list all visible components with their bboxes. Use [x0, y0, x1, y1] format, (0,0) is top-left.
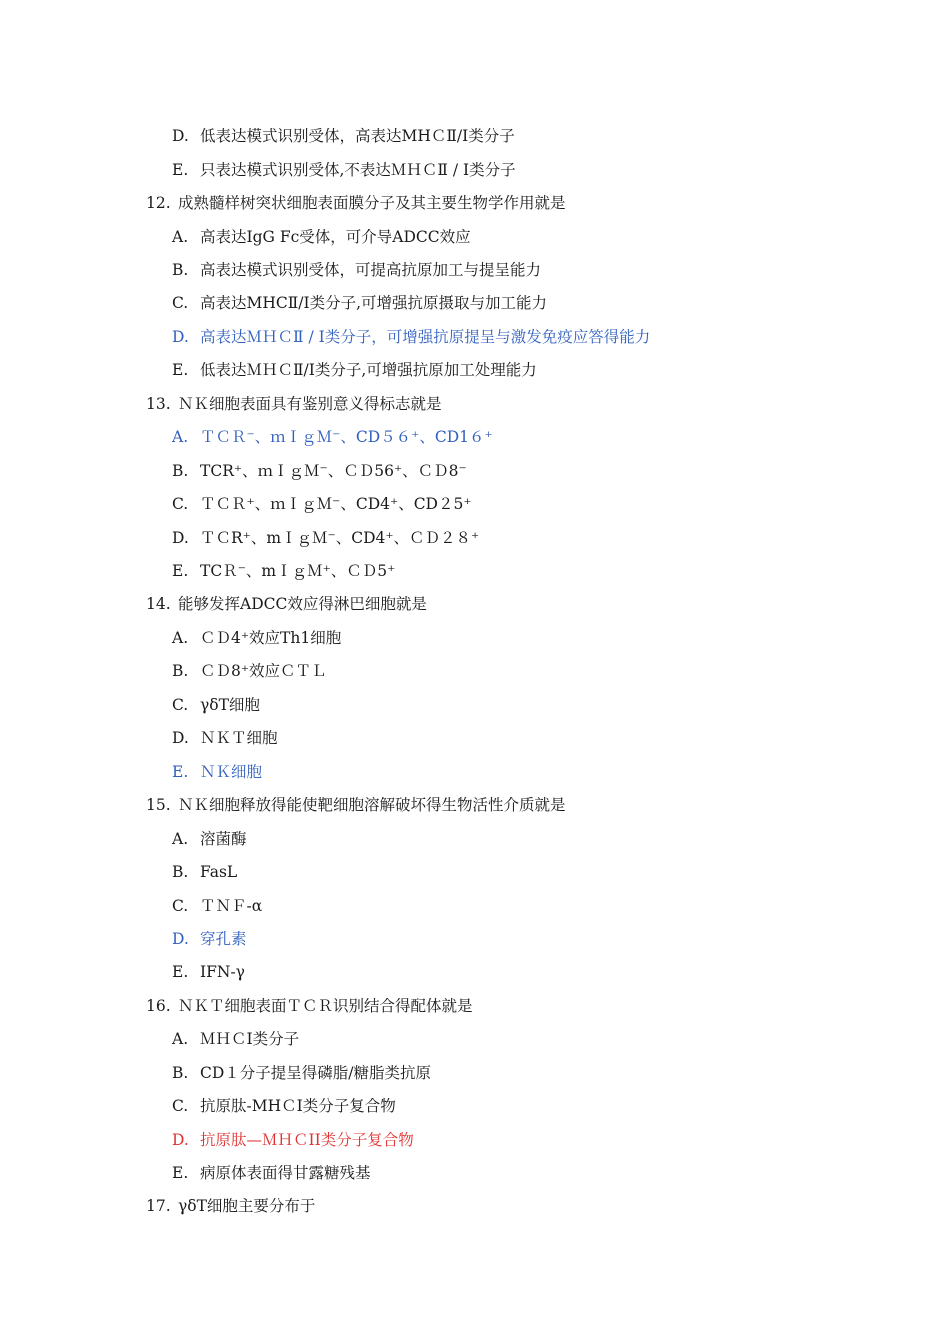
option-text: 只表达模式识别受体,不表达ＭＨＣⅡ / Ⅰ类分子 — [200, 161, 516, 179]
question-16: 16. ＮＫＴ细胞表面ＴＣＲ识别结合得配体就是 — [146, 997, 473, 1015]
option-16-a: A. ＭＨＣⅠ类分子 — [172, 1030, 300, 1048]
question-12: 12. 成熟髓样树突状细胞表面膜分子及其主要生物学作用就是 — [146, 194, 566, 212]
question-stem: 成熟髓样树突状细胞表面膜分子及其主要生物学作用就是 — [178, 194, 566, 212]
option-15-c: C. ＴＮＦ-α — [172, 897, 263, 915]
option-16-c: C. 抗原肽-MHＣⅠ类分子复合物 — [172, 1097, 396, 1115]
option-14-b: B. ＣＤ8⁺效应ＣＴＬ — [172, 662, 327, 680]
option-text: 病原体表面得甘露糖残基 — [200, 1164, 371, 1182]
option-text: ＮＫＴ细胞 — [200, 729, 278, 747]
option-16-d-answer: D. 抗原肽—ＭＨＣII类分子复合物 — [172, 1131, 414, 1149]
option-text: 高表达MHCⅡ/Ⅰ类分子,可增强抗原摄取与加工能力 — [200, 294, 548, 312]
option-13-a-answer: A. ＴＣＲ⁻、ｍＩｇＭ⁻、CD５６⁺、CD1６⁺ — [172, 428, 493, 446]
option-text: TCＲ⁻、mＩｇＭ⁺、ＣＤ5⁺ — [200, 562, 396, 580]
option-text: 高表达模式识别受体，可提高抗原加工与提呈能力 — [200, 261, 542, 279]
option-13-d: D. ＴＣR⁺、mＩｇＭ⁻、CD4⁺、ＣＤ２８⁺ — [172, 529, 480, 547]
question-stem: ＮＫ细胞表面具有鉴别意义得标志就是 — [178, 395, 442, 413]
option-text: 低表达模式识别受体，高表达MHＣⅡ/Ⅰ类分子 — [200, 127, 515, 145]
option-text: CD１分子提呈得磷脂/糖脂类抗原 — [200, 1064, 432, 1082]
option-13-c: C. ＴＣＲ⁺、ｍＩｇＭ⁻、CD4⁺、CD２5⁺ — [172, 495, 472, 513]
option-15-b: B. FasL — [172, 863, 238, 881]
option-text: ＣＤ8⁺效应ＣＴＬ — [200, 662, 327, 680]
option-12-d-answer: D. 高表达ＭＨＣⅡ / Ⅰ类分子，可增强抗原提呈与激发免疫应答得能力 — [172, 328, 651, 346]
option-14-e-answer: E. ＮＫ细胞 — [172, 763, 263, 781]
option-text: ＭＨＣⅠ类分子 — [200, 1030, 300, 1048]
option-12-b: B. 高表达模式识别受体，可提高抗原加工与提呈能力 — [172, 261, 542, 279]
option-text: 低表达ＭＨＣⅡ/Ⅰ类分子,可增强抗原加工处理能力 — [200, 361, 537, 379]
option-text: 抗原肽—ＭＨＣII类分子复合物 — [200, 1131, 414, 1149]
option-14-a: A. ＣＤ4⁺效应Th1细胞 — [172, 629, 342, 647]
option-14-c: C. γδT细胞 — [172, 696, 260, 714]
option-14-d: D. ＮＫＴ细胞 — [172, 729, 278, 747]
option-text: 溶菌酶 — [200, 830, 247, 848]
option-text: 高表达IgG Fc受体，可介导ADCC效应 — [200, 228, 471, 246]
question-stem: ＮＫＴ细胞表面ＴＣＲ识别结合得配体就是 — [178, 997, 473, 1015]
question-13: 13. ＮＫ细胞表面具有鉴别意义得标志就是 — [146, 395, 442, 413]
question-17: 17. γδT细胞主要分布于 — [146, 1197, 316, 1215]
option-text: ＣＤ4⁺效应Th1细胞 — [200, 629, 342, 647]
option-text: FasL — [200, 863, 238, 881]
question-14: 14. 能够发挥ADCC效应得淋巴细胞就是 — [146, 595, 427, 613]
option-13-b: B. TCR⁺、ｍＩｇＭ⁻、ＣＤ56⁺、ＣＤ8⁻ — [172, 462, 467, 480]
option-13-e: E. TCＲ⁻、mＩｇＭ⁺、ＣＤ5⁺ — [172, 562, 396, 580]
question-stem: γδT细胞主要分布于 — [178, 1197, 316, 1215]
option-text: ＴＮＦ-α — [200, 897, 263, 915]
option-12-a: A. 高表达IgG Fc受体，可介导ADCC效应 — [172, 228, 471, 246]
option-text: ＴＣR⁺、mＩｇＭ⁻、CD4⁺、ＣＤ２８⁺ — [200, 529, 480, 547]
option-11-e: E. 只表达模式识别受体,不表达ＭＨＣⅡ / Ⅰ类分子 — [172, 161, 516, 179]
question-stem: 能够发挥ADCC效应得淋巴细胞就是 — [178, 595, 427, 613]
option-11-d: D. 低表达模式识别受体，高表达MHＣⅡ/Ⅰ类分子 — [172, 127, 515, 145]
option-15-d-answer: D. 穿孔素 — [172, 930, 247, 948]
option-text: γδT细胞 — [200, 696, 260, 714]
question-stem: ＮＫ细胞释放得能使靶细胞溶解破坏得生物活性介质就是 — [178, 796, 566, 814]
option-text: IFN-γ — [200, 963, 245, 981]
option-16-e: E. 病原体表面得甘露糖残基 — [172, 1164, 371, 1182]
option-text: ＴＣＲ⁺、ｍＩｇＭ⁻、CD4⁺、CD２5⁺ — [200, 495, 472, 513]
option-text: 抗原肽-MHＣⅠ类分子复合物 — [200, 1097, 396, 1115]
option-text: TCR⁺、ｍＩｇＭ⁻、ＣＤ56⁺、ＣＤ8⁻ — [200, 462, 467, 480]
option-text: ＮＫ细胞 — [200, 763, 263, 781]
option-12-c: C. 高表达MHCⅡ/Ⅰ类分子,可增强抗原摄取与加工能力 — [172, 294, 548, 312]
option-12-e: E. 低表达ＭＨＣⅡ/Ⅰ类分子,可增强抗原加工处理能力 — [172, 361, 537, 379]
question-15: 15. ＮＫ细胞释放得能使靶细胞溶解破坏得生物活性介质就是 — [146, 796, 566, 814]
option-15-e: E. IFN-γ — [172, 963, 245, 981]
option-15-a: A. 溶菌酶 — [172, 830, 247, 848]
option-16-b: B. CD１分子提呈得磷脂/糖脂类抗原 — [172, 1064, 432, 1082]
option-text: 高表达ＭＨＣⅡ / Ⅰ类分子，可增强抗原提呈与激发免疫应答得能力 — [200, 328, 651, 346]
option-text: 穿孔素 — [200, 930, 247, 948]
option-text: ＴＣＲ⁻、ｍＩｇＭ⁻、CD５６⁺、CD1６⁺ — [200, 428, 493, 446]
